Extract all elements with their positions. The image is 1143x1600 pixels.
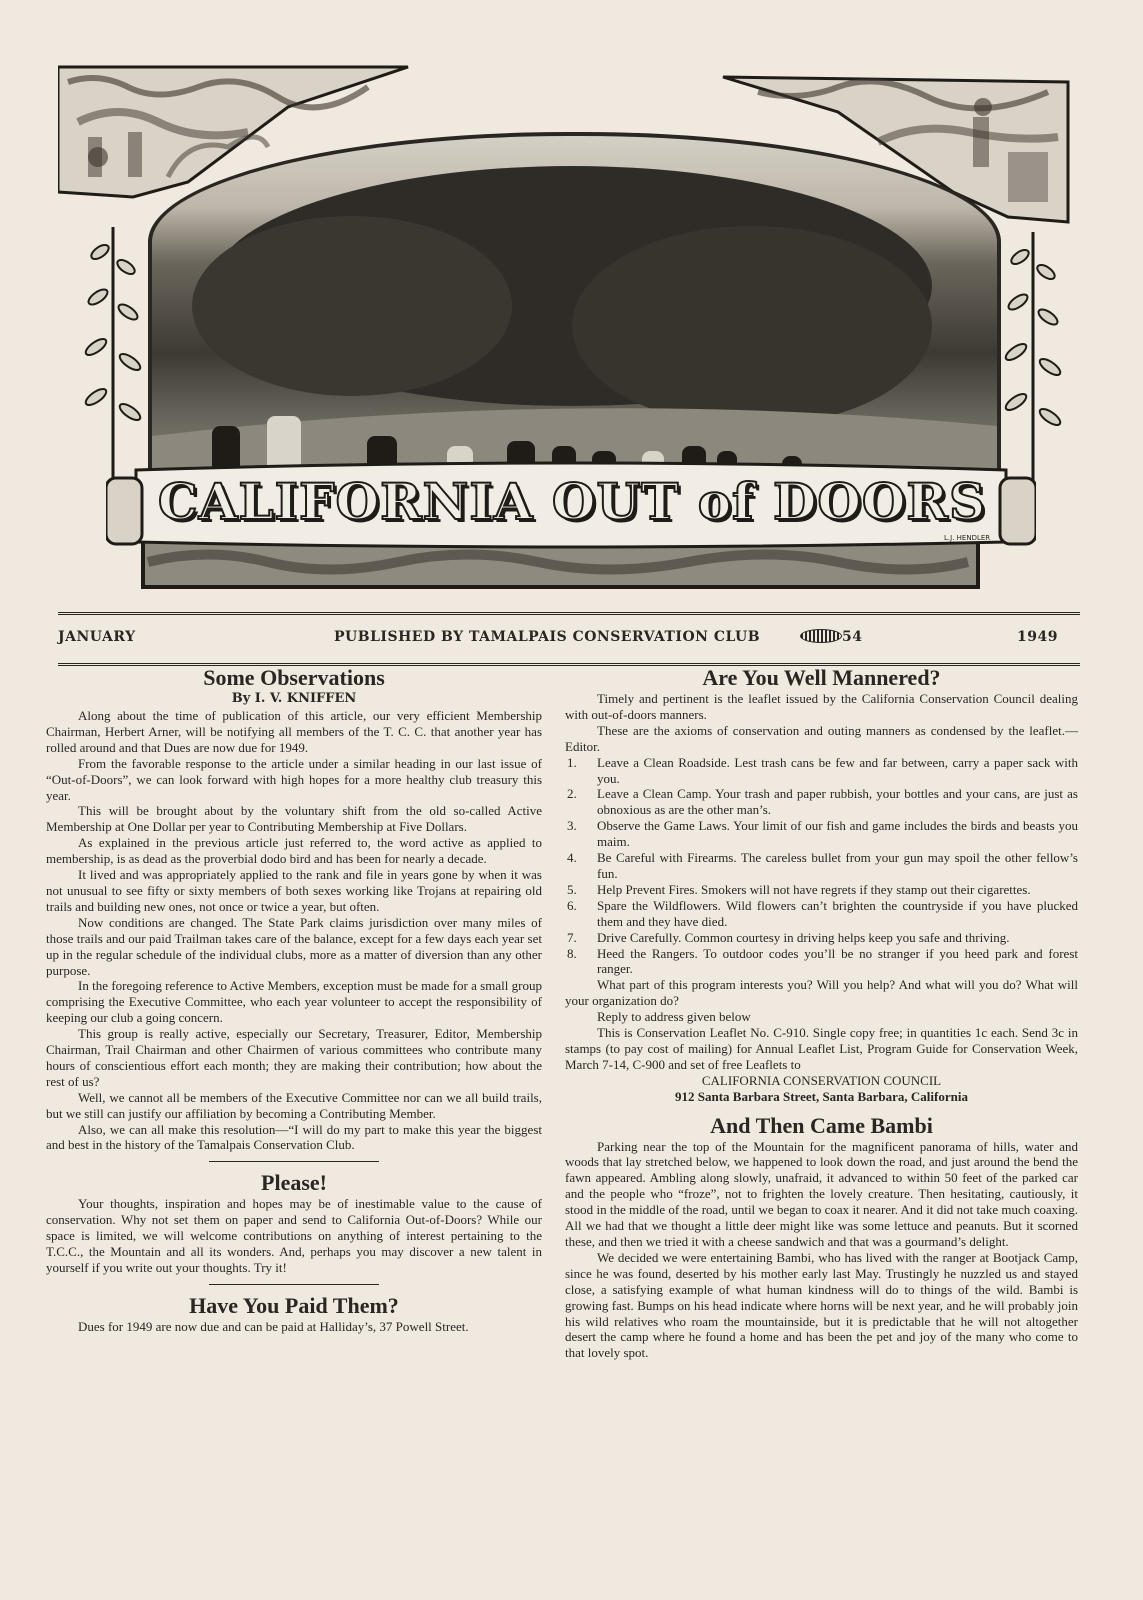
list-text: Leave a Clean Camp. Your trash and paper rubbish, your bottles and your cans, are just as obnoxious as are the other man’s. xyxy=(597,786,1078,818)
paragraph: Reply to address given below xyxy=(597,1009,751,1025)
paragraph: This will be brought about by the voluntary shift from the old so-called Active Membership at One Dollar per year to Contributing Membership at Five Dollars. xyxy=(46,803,542,835)
list-text: Drive Carefully. Common courtesy in driving helps keep you safe and thriving. xyxy=(597,929,1010,945)
list-number: 8. xyxy=(567,945,577,961)
list-item xyxy=(565,930,1078,946)
paragraph: Parking near the top of the Mountain for the magnificent panorama of hills, water and woods that lay stretched below, we happened to look down the road, and just around the bend the fawn appeared. Ambling along slowly, unafraid, it advanced to within 50 feet of the parked car and the people who “froze”, not to frighten the lovely creature. Then hesitating, cautiously, it stood in the middle of the road, until we began to coax it nearer. And it did not take much coaxing. All we had that we thought a little deer might like was some lettuce and peanuts. But it scorned these, and then we tried it with a cheese sandwich and that was a gourmand’s delight. xyxy=(565,1138,1078,1249)
list-item xyxy=(565,755,1078,787)
list-number: 5. xyxy=(567,881,577,897)
list-item xyxy=(565,850,1078,882)
union-number: 54 xyxy=(842,629,863,645)
section-divider xyxy=(209,1284,379,1285)
left-column xyxy=(46,665,542,1335)
publisher-line: PUBLISHED BY TAMALPAIS CONSERVATION CLUB xyxy=(334,629,761,645)
list-number: 2. xyxy=(567,786,577,802)
article-title-observations: Some Observations xyxy=(203,665,385,690)
observations-body xyxy=(46,708,542,1153)
list-number: 7. xyxy=(567,929,577,945)
paragraph: It lived and was appropriately applied to the rank and file in years gone by when it was not unusual to see fifty or sixty members of both sexes working like Trojans at repairing old trails and building new ones, not once or twice a year, but often. xyxy=(46,867,542,914)
issue-year: 1949 xyxy=(1017,629,1058,645)
paragraph: This group is really active, especially our Secretary, Treasurer, Editor, Membership Chairman, Trail Chairman and other Chairmen of various committees who contribute many hours of conscientious effort each month; they are making their contribution; how about the rest of us? xyxy=(46,1026,542,1089)
paragraph: As explained in the previous article just referred to, the word active as applied to membership, is as dead as the proverbial dodo bird and has been for nearly a decade. xyxy=(46,835,542,867)
artist-signature: L.J. HENDLER xyxy=(944,534,991,542)
paragraph: What part of this program interests you? Will you help? And what will you do? What will your organization do? xyxy=(565,977,1078,1009)
article-title-bambi: And Then Came Bambi xyxy=(710,1112,933,1138)
list-text: Heed the Rangers. To outdoor codes you’ll be no stranger if you heed park and forest ranger. xyxy=(597,945,1078,977)
paragraph: Well, we cannot all be members of the Executive Committee nor can we all build trails, but we still can justify our affiliation by becoming a Contributing Member. xyxy=(46,1089,542,1121)
article-title-mannered: Are You Well Mannered? xyxy=(702,665,941,690)
spacer xyxy=(565,1105,1078,1113)
masthead-title: CALIFORNIA OUT of DOORS xyxy=(157,472,987,531)
article-title-please: Please! xyxy=(261,1170,327,1196)
right-column xyxy=(565,665,1078,1361)
manners-list xyxy=(565,755,1078,978)
union-label-icon xyxy=(800,629,842,643)
council-name: CALIFORNIA CONSERVATION COUNCIL xyxy=(701,1072,942,1088)
paragraph: This is Conservation Leaflet No. C-910. Single copy free; in quantities 1c each. Send 3c in stamps (to pay cost of mailing) for Annual Leaflet List, Program Guide for Conservation Week, March 7-14, C-900 and set of free Leaflets to xyxy=(565,1025,1078,1072)
paragraph: Along about the time of publication of this article, our very efficient Membership Chairman, Herbert Arner, will be notifying all members of the T. C. C. that another year has rolled around and that Dues are now due for 1949. xyxy=(46,708,542,755)
list-item xyxy=(565,898,1078,930)
list-text: Spare the Wildflowers. Wild flowers can’t brighten the countryside if you have plucked them and they have died. xyxy=(597,897,1078,929)
paragraph: We decided we were entertaining Bambi, who has lived with the ranger at Bootjack Camp, since he was found, deserted by his mother early last May. Trustingly he nuzzled us and stayed close, a satisfying example of what human kindness will do to things of the wild. Bambi is growing fast. Bumps on his head indicate where horns will be next year, and he will probably join his wild relatives who roam the mountainside, but it is predictable that he will not altogether desert the camp where he found a home and has been the pet and joy of the many who come to that lovely spot. xyxy=(565,1249,1078,1361)
list-text: Observe the Game Laws. Your limit of our fish and game includes the birds and beasts you maim. xyxy=(597,818,1078,850)
masthead xyxy=(58,62,1088,607)
paragraph: Now conditions are changed. The State Park claims jurisdiction over many miles of those trails and our paid Trailman takes care of the balance, except for a few days each year set up in the regular schedule of the individual clubs, more as a matter of diversion than any other purpose. xyxy=(46,914,542,978)
list-text: Leave a Clean Roadside. Lest trash cans be few and far between, carry a paper sack with you. xyxy=(597,754,1078,786)
list-number: 1. xyxy=(567,754,577,770)
article-title-paid: Have You Paid Them? xyxy=(189,1292,399,1318)
list-number: 4. xyxy=(567,850,577,866)
list-item xyxy=(565,882,1078,898)
paragraph: Dues for 1949 are now due and can be paid at Halliday’s, 37 Powell Street. xyxy=(78,1318,469,1334)
paragraph: Timely and pertinent is the leaflet issued by the California Conservation Council dealing with out-of-doors manners. xyxy=(565,691,1078,722)
list-item xyxy=(565,786,1078,818)
list-text: Be Careful with Firearms. The careless bullet from your gun may spoil the other fellow’s fun. xyxy=(597,850,1078,881)
council-address: 912 Santa Barbara Street, Santa Barbara, California xyxy=(675,1088,968,1104)
paragraph: Your thoughts, inspiration and hopes may be of inestimable value to the cause of conservation. Why not set them on paper and send to California Out-of-Doors? While our space is limited, we will welcome contributions on anything of interest pertaining to the T.C.C., the Mountain and all its wonders. And, perhaps you may discover a new talent in yourself if you write out your thoughts. Try it! xyxy=(46,1196,542,1275)
list-item xyxy=(565,946,1078,978)
list-number: 3. xyxy=(567,818,577,834)
dateline xyxy=(58,612,1080,666)
paragraph: These are the axioms of conservation and outing manners as condensed by the leaflet.—Editor. xyxy=(565,722,1078,754)
list-item xyxy=(565,818,1078,850)
list-number: 6. xyxy=(567,897,577,913)
paragraph: From the favorable response to the article under a similar heading in our last issue of “Out-of-Doors”, we can look forward with high hopes for a more healthy club treasury this year. xyxy=(46,755,542,803)
section-divider xyxy=(209,1161,379,1162)
byline: By I. V. KNIFFEN xyxy=(231,691,357,706)
paragraph: In the foregoing reference to Active Members, exception must be made for a small group comprising the Executive Committee, who each year volunteer to accept the responsibility of keeping our club a going concern. xyxy=(46,978,542,1026)
issue-month: JANUARY xyxy=(58,629,136,645)
paragraph: Also, we can all make this resolution—“I will do my part to make this year the biggest and best in the history of the Tamalpais Conservation Club. xyxy=(46,1121,542,1153)
list-text: Help Prevent Fires. Smokers will not have regrets if they stamp out their cigarettes. xyxy=(597,881,1031,897)
